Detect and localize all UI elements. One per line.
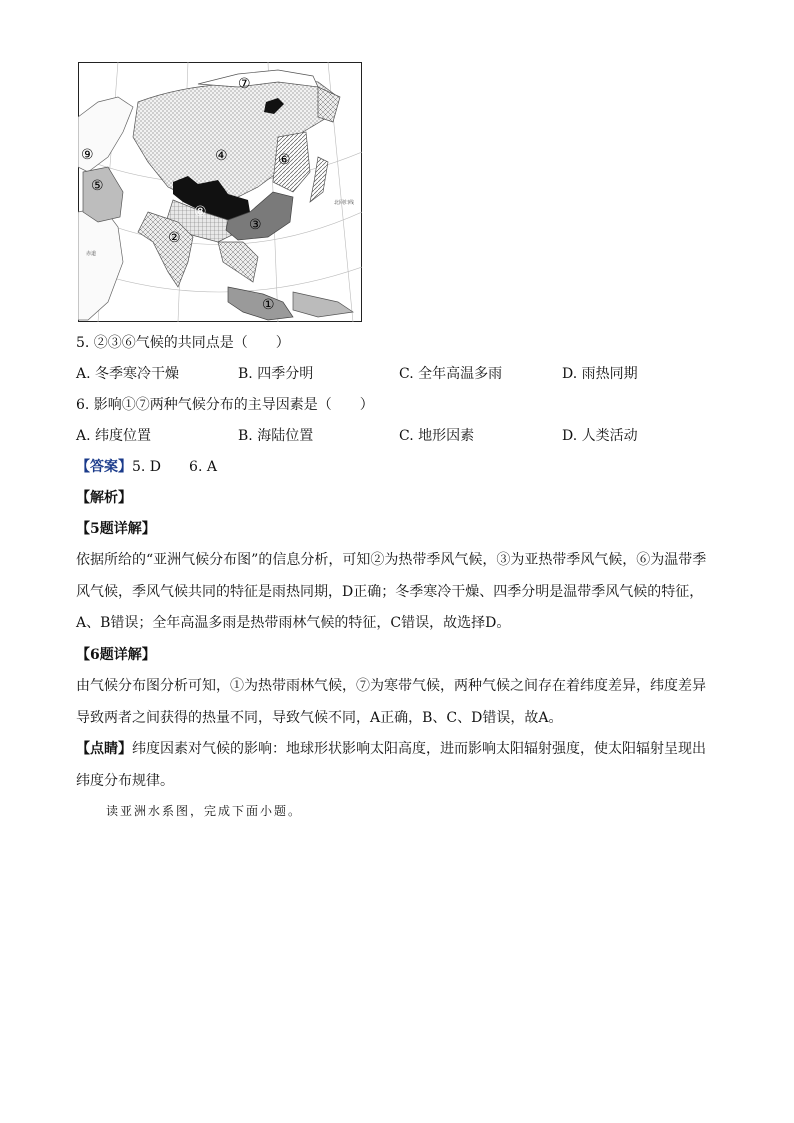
answer-label: 【答案】 xyxy=(76,459,132,475)
asia-climate-map xyxy=(78,62,362,322)
q5-option-c: C. 全年高温多雨 xyxy=(399,366,503,382)
question-6-stem: 6. 影响①⑦两种气候分布的主导因素是（ ） xyxy=(76,397,374,413)
analysis-label: 【解析】 xyxy=(76,490,132,506)
map-label-3: ③ xyxy=(249,217,262,233)
question-5-stem: 5. ②③⑥气候的共同点是（ ） xyxy=(76,335,290,351)
answer-line xyxy=(76,457,217,477)
q5-option-b: B. 四季分明 xyxy=(238,366,314,382)
map-label-2: ② xyxy=(168,230,181,246)
detail-6-label: 【6题详解】 xyxy=(76,647,156,663)
detail-6-text: 由气候分布图分析可知，①为热带雨林气候，⑦为寒带气候，两种气候之间存在着纬度差异，纬度差异导致两者之间获得的热量不同，导致气候不同，A正确，B、C、D错误，故A。 xyxy=(76,678,706,726)
map-label-8: ⑧ xyxy=(194,204,207,220)
q6-option-c: C. 地形因素 xyxy=(399,428,475,444)
map-label-6: ⑥ xyxy=(278,152,291,168)
map-label-4: ④ xyxy=(215,148,228,164)
map-label-tropic: 北回归线 xyxy=(334,200,355,206)
map-label-7: ⑦ xyxy=(238,76,251,92)
next-section-instruction: 读亚洲水系图，完成下面小题。 xyxy=(106,804,303,818)
q5-option-a: A. 冬季寒冷干燥 xyxy=(76,366,180,382)
answer-text: 5. D 6. A xyxy=(132,459,217,475)
map-label-equator: 赤道 xyxy=(86,251,97,257)
q6-option-a: A. 纬度位置 xyxy=(76,428,152,444)
comment-label: 【点睛】 xyxy=(76,741,132,757)
q6-option-b: B. 海陆位置 xyxy=(238,428,314,444)
comment-block xyxy=(76,734,718,797)
q5-option-d: D. 雨热同期 xyxy=(562,366,638,382)
detail-5-label: 【5题详解】 xyxy=(76,521,156,537)
map-label-1: ① xyxy=(262,297,275,313)
q6-option-d: D. 人类活动 xyxy=(562,428,638,444)
comment-text: 纬度因素对气候的影响：地球形状影响太阳高度，进而影响太阳辐射强度，使太阳辐射呈现出纬度分布规律。 xyxy=(76,741,706,789)
map-label-9: ⑨ xyxy=(81,147,94,163)
map-label-5: ⑤ xyxy=(91,178,104,194)
detail-5-text: 依据所给的“亚洲气候分布图”的信息分析，可知②为热带季风气候，③为亚热带季风气候，⑥为温带季风气候，季风气候共同的特征是雨热同期，D正确；冬季寒冷干燥、四季分明是温带季风气候的特征，A、B错误；全年高温多雨是热带雨林气候的特征，C错误，故选择D。 xyxy=(76,552,707,631)
